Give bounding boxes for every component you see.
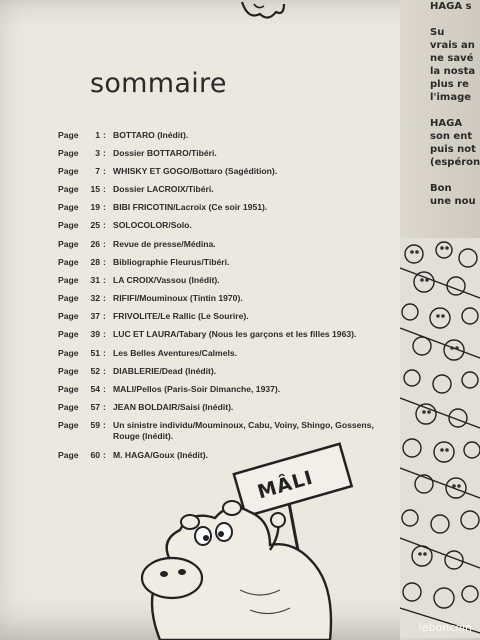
toc-entry-title: MALI/Pellos (Paris-Soir Dimanche, 1937). [113, 384, 281, 395]
adjacent-page-text [430, 0, 480, 208]
toc-entry-title: Revue de presse/Médina. [113, 238, 216, 249]
toc-separator: : [103, 238, 106, 249]
cartoon-hand-illustration [238, 0, 288, 22]
toc-page-number: 7 [95, 166, 100, 177]
toc-page-number: 28 [90, 256, 100, 267]
toc-page-number: 59 [90, 420, 100, 431]
toc-page-label: Page [58, 130, 79, 140]
table-of-contents [58, 130, 408, 469]
toc-page-label: Page [58, 366, 79, 377]
toc-page-number: 15 [90, 184, 100, 195]
adjacent-text-line [430, 104, 480, 117]
toc-page-label: Page [58, 348, 79, 359]
toc-entry-title: BIBI FRICOTIN/Lacroix (Ce soir 1951). [113, 202, 268, 213]
toc-entry-title: Les Belles Aventures/Calmels. [113, 348, 238, 359]
toc-page-number: 1 [95, 130, 100, 140]
toc-page-label: Page [58, 292, 79, 303]
adjacent-text-line: la nosta [430, 66, 476, 77]
toc-entry [58, 184, 408, 195]
toc-separator: : [103, 220, 106, 231]
toc-separator: : [103, 366, 106, 377]
toc-entry [58, 239, 408, 250]
adjacent-text-line: Su [430, 27, 445, 38]
toc-separator: : [103, 329, 106, 340]
toc-entry-title: Dossier LACROIX/Tibéri. [113, 184, 214, 195]
toc-separator: : [103, 148, 106, 159]
toc-entry [58, 329, 408, 340]
toc-page-number: 60 [90, 450, 100, 461]
toc-page-number: 37 [90, 310, 100, 321]
adjacent-text-line [430, 13, 480, 26]
adjacent-text-line [430, 169, 480, 182]
adjacent-text-line: une nou [430, 196, 476, 207]
adjacent-text-line: HAGA [430, 118, 463, 129]
toc-page-label: Page [58, 148, 79, 159]
toc-entry [58, 293, 408, 304]
toc-page-label: Page [58, 310, 79, 321]
adjacent-text-line: son ent [430, 131, 473, 142]
toc-page-label: Page [58, 220, 79, 231]
toc-entry [58, 220, 408, 231]
toc-entry [58, 275, 408, 286]
toc-separator: : [103, 166, 106, 177]
adjacent-text-line: puis not [430, 144, 476, 155]
toc-separator: : [103, 348, 106, 359]
toc-separator: : [103, 402, 106, 413]
toc-page-number: 57 [90, 402, 100, 413]
toc-page-number: 54 [90, 384, 100, 395]
toc-page-label: Page [58, 402, 79, 413]
toc-entry [58, 148, 408, 159]
toc-entry [58, 348, 408, 359]
toc-entry-title: FRIVOLITE/Le Rallic (Le Sourire). [113, 310, 249, 321]
toc-entry-title: DIABLERIE/Dead (Inédit). [113, 366, 217, 377]
toc-entry [58, 257, 408, 268]
toc-separator: : [103, 274, 106, 285]
toc-entry [58, 130, 408, 141]
toc-entry-title: LUC ET LAURA/Tabary (Nous les garçons et les filles 1963). [113, 329, 357, 340]
adjacent-text-line: (espéron [430, 157, 480, 168]
toc-separator: : [103, 184, 106, 195]
toc-entry-title: BOTTARO (Inédit). [113, 130, 189, 140]
toc-entry [58, 202, 408, 213]
adjacent-text-line: l'image [430, 92, 472, 103]
toc-page-label: Page [58, 384, 79, 395]
toc-entry [58, 402, 408, 413]
toc-entry-title: RIFIFI/Mouminoux (Tintin 1970). [113, 292, 243, 303]
toc-page-number: 31 [90, 274, 100, 285]
toc-entry-title: JEAN BOLDAIR/Saisi (Inédit). [113, 402, 234, 413]
toc-entry-title: Dossier BOTTARO/Tibéri. [113, 148, 217, 159]
toc-page-number: 32 [90, 292, 100, 303]
toc-entry [58, 166, 408, 177]
toc-entry-title: WHISKY ET GOGO/Bottaro (Sagédition). [113, 166, 278, 177]
toc-entry [58, 366, 408, 377]
toc-entry-title: LA CROIX/Vassou (Inédit). [113, 274, 220, 285]
toc-page-label: Page [58, 329, 79, 340]
adjacent-text-line: HAGA s [430, 1, 472, 12]
toc-page-label: Page [58, 420, 79, 431]
adjacent-text-line: vrais an [430, 40, 475, 51]
adjacent-text-line: ne savé [430, 53, 474, 64]
toc-separator: : [103, 420, 106, 431]
page-title: sommaire [90, 68, 227, 99]
toc-page-label: Page [58, 184, 79, 195]
toc-separator: : [103, 202, 106, 213]
toc-entry-title: Bibliographie Fleurus/Tibéri. [113, 256, 230, 267]
toc-page-label: Page [58, 256, 79, 267]
adjacent-text-line: plus re [430, 79, 469, 90]
toc-entry-title: M. HAGA/Goux (Inédit). [113, 450, 209, 461]
watermark: leboncoin [418, 621, 472, 634]
toc-page-label: Page [58, 450, 79, 461]
toc-page-label: Page [58, 202, 79, 213]
toc-page-number: 39 [90, 329, 100, 340]
toc-page-number: 3 [95, 148, 100, 159]
sign-text: MÂLI [255, 466, 316, 504]
toc-entry [58, 384, 408, 395]
toc-separator: : [103, 450, 106, 461]
toc-separator: : [103, 384, 106, 395]
hippo-illustration [120, 440, 420, 640]
toc-page-number: 25 [90, 220, 100, 231]
toc-page-number: 19 [90, 202, 100, 213]
toc-separator: : [103, 130, 106, 140]
toc-separator: : [103, 256, 106, 267]
toc-page-label: Page [58, 274, 79, 285]
toc-page-number: 52 [90, 366, 100, 377]
toc-page-number: 51 [90, 348, 100, 359]
toc-entry [58, 311, 408, 322]
adjacent-text-line: Bon [430, 183, 452, 194]
crowd-illustration [400, 238, 480, 638]
toc-separator: : [103, 292, 106, 303]
toc-page-label: Page [58, 166, 79, 177]
toc-entry-title: SOLOCOLOR/Solo. [113, 220, 192, 231]
toc-page-number: 26 [90, 238, 100, 249]
toc-entry-title: Un sinistre individu/Mouminoux, Cabu, Voiny, Shingo, Gossens, Rouge (Inédit). [113, 420, 374, 442]
toc-page-label: Page [58, 238, 79, 249]
toc-separator: : [103, 310, 106, 321]
